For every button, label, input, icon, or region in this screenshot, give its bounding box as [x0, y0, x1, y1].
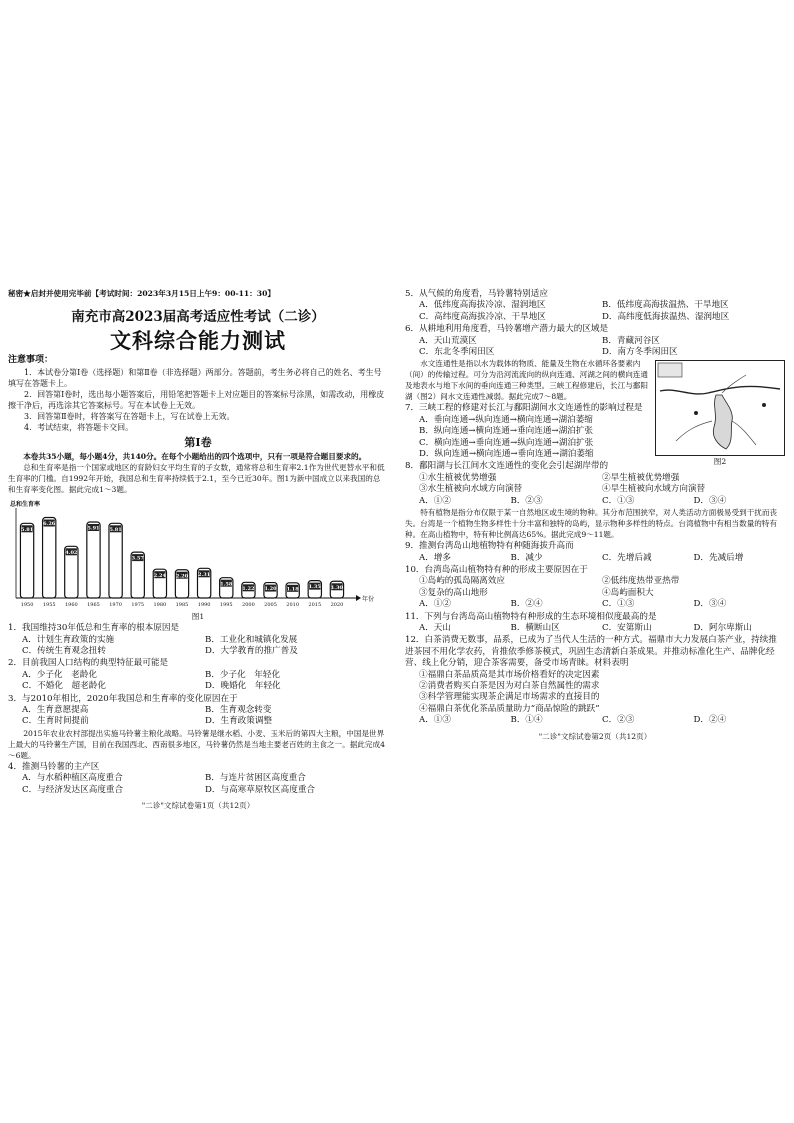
x-tick-label: 2000	[242, 601, 255, 608]
bar-value-label: 1.58	[220, 581, 233, 588]
exam-subject-title: 文科综合能力测试	[110, 328, 286, 354]
fertility-chart	[8, 498, 375, 610]
bar-value-label: 4.02	[65, 549, 78, 556]
option: A．与水稻种植区高度重合	[22, 773, 123, 784]
notice-item: 2．回答第Ⅰ卷时，选出每小题答案后，用铅笔把答题卡上对应题目的答案标号涂黑，如需改动，用橡皮擦干净后，再选涂其它答案标号。写在本试卷上无效。	[8, 389, 385, 410]
question-12: 12．白茶消费无数事，品系，已成为了当代人生活的一种方式。福鼎市大力发展白茶产业，持续推进茶园不用化学农药，肯推依季修茶模式，巩固生态清新白茶成果。并推动标准化生产、品牌化经营、线上化分销，迎合茶客需要，备受市场青睐。材料表明	[405, 635, 777, 669]
statement: ③科学管理能实现茶企满足市场需求的直接目的	[419, 692, 600, 703]
option: B．生育观念转变	[205, 705, 272, 716]
option: A．少子化 老龄化	[22, 669, 97, 680]
statement: ②旱生植被优势增强	[602, 472, 680, 483]
bar-value-label: 1.18	[286, 586, 299, 593]
question-8: 8．鄱阳湖与长江间水文连通性的变化会引起湖岸带的	[405, 461, 609, 472]
question-10-options	[405, 599, 785, 610]
notice-item: 1．本试卷分第Ⅰ卷（选择题）和第Ⅱ卷（非选择题）两部分。答题前，考生务必将自己的姓名、考生号填写在答题卡上。	[8, 367, 382, 388]
option: A．生育意愿提高	[22, 705, 89, 716]
option: D．③④	[693, 495, 727, 506]
option: B．少子化 年轻化	[205, 669, 281, 680]
option: A．天山荒漠区	[419, 335, 477, 346]
option: C．②③	[602, 715, 635, 726]
option: B．与连片贫困区高度重合	[205, 773, 306, 784]
option: A．增多	[419, 552, 451, 563]
option: B．②③	[510, 495, 543, 506]
bar-value-label: 5.81	[109, 526, 122, 533]
poyang-lake-map	[655, 360, 785, 467]
option: B．②④	[510, 599, 543, 610]
question-11-options	[405, 623, 785, 634]
y-axis-label: 总和生育率	[10, 500, 41, 508]
option: B．纵向连通→横向连通→垂向连通→湖泊扩张	[419, 426, 594, 437]
option: B．青藏河谷区	[602, 335, 660, 346]
statement: ①福鼎白茶品质高是其市场价格看好的决定因素	[419, 669, 600, 680]
option: C．生育时间提前	[22, 716, 89, 727]
bar-value-label: 1.22	[242, 585, 255, 592]
figure-1-caption: 图1	[191, 611, 205, 621]
figure-2-caption: 图2	[713, 457, 727, 467]
option: C．与经济发达区高度重合	[22, 784, 124, 795]
statement: ④旱生植被向水域方向演替	[602, 484, 706, 495]
option: C．传统生育观念扭转	[22, 646, 106, 657]
question-6: 6．从耕地利用角度看，马铃薯增产潜力最大的区域是	[405, 324, 609, 335]
statement: ③复杂的高山地形	[419, 587, 488, 598]
x-tick-label: 1960	[64, 601, 78, 608]
option: C．不婚化 超老龄化	[22, 681, 106, 692]
option: A．①③	[419, 715, 451, 726]
page-footer: "二诊"文综试卷第2页（共12页）	[538, 731, 652, 741]
bar-value-label: 1.30	[330, 584, 344, 591]
x-tick-label: 1985	[175, 601, 189, 608]
option: D．高纬度低海拔温热、湿润地区	[602, 311, 730, 322]
notice-item: 4．考试结束，将答题卡交回。	[24, 422, 134, 432]
x-tick-label: 2015	[308, 601, 322, 608]
x-tick-label: 1950	[20, 601, 34, 608]
question-5: 5．从气候的角度看，马铃薯特别适应	[405, 289, 548, 299]
option: A．计划生育政策的实施	[22, 634, 115, 645]
option: A．①②	[419, 599, 451, 610]
secret-line: 秘密★启封并使用完毕前【考试时间：2023年3月15日上午9：00-11：30】	[8, 289, 275, 298]
option: B．减少	[510, 552, 543, 563]
question-12-options	[405, 715, 785, 726]
passage-potato: 2015年农业农村部提出实施马铃薯主粮化战略。马铃薯是继水稻、小麦、玉米后的第四大主粮，中国是世界上最大的马铃薯生产国，目前在我国西北、西南很多地区，马铃薯仍然是当地主要老百姓的主食之一。据此完成4～6题。	[8, 728, 385, 760]
passage-endemic-plants: 特有植物是指分布仅限于某一自然地区或生境的物种。其分布范围狭窄，对人类活动方面极易受到干扰而丧失。台湾是一个植物生物多样性十分丰富和独特的岛屿，显示物种多样性的特点。台湾植物中有相当数量的特有种。在高山植物中，特有种比例高达65%。据此完成9～11题。	[405, 508, 778, 540]
option: A．天山	[419, 622, 451, 633]
question-4: 4．推测马铃薯的主产区	[8, 761, 100, 772]
x-axis-arrow	[356, 595, 361, 601]
x-tick-label: 1970	[109, 601, 122, 608]
x-tick-label: 2010	[286, 601, 300, 608]
passage-fertility: 总和生育率是指一个国家或地区的育龄妇女平均生育的子女数，通常将总和生育率2.1作为世代更替水平和低生育率的门槛。自1992年开始，我国总和生育率持续低于2.1，至今已近30年。图1为新中国成立以来我国的总和生育率变化图。据此完成1～3题。	[8, 462, 385, 494]
question-6-options	[405, 336, 785, 359]
x-axis-label: 年份	[362, 595, 375, 603]
statement: ④岛屿面积大	[602, 587, 654, 598]
x-tick-label: 1990	[197, 601, 211, 608]
statement: ②低纬度热带亚热带	[602, 576, 680, 587]
exam-title: 南充市高2023届高考适应性考试（二诊）	[71, 309, 325, 326]
option: C．①③	[602, 495, 635, 506]
option: A．垂向连通→纵向连通→横向连通→湖泊萎缩	[419, 414, 593, 425]
exam-page-left	[8, 288, 388, 853]
question-8-items	[405, 473, 785, 496]
option: A．低纬度高海拔冷凉、湿润地区	[419, 300, 546, 311]
option: B．工业化和城镇化发展	[205, 634, 298, 645]
option: A．①②	[419, 495, 451, 506]
option: D．生育政策调整	[205, 716, 273, 727]
x-tick-label: 2020	[330, 601, 344, 608]
exam-page-right	[405, 288, 785, 853]
statement: ③水生植被向水域方向演替	[419, 484, 523, 495]
option: B．横断山区	[510, 622, 560, 633]
x-tick-label: 1975	[131, 601, 145, 608]
option: D．阿尔卑斯山	[693, 622, 752, 633]
section-title: 第Ⅰ卷	[184, 435, 212, 449]
question-1-options	[8, 635, 388, 658]
x-tick-label: 1995	[219, 601, 233, 608]
option: B．①④	[510, 715, 543, 726]
bar-value-label: 2.31	[198, 571, 211, 578]
question-9: 9．推测台湾岛山地植物特有种随海拔升高而	[405, 541, 574, 552]
statement: ④福鼎白茶优化茶品质量助力“商品惊险的跳跃”	[419, 703, 600, 714]
option: D．南方冬季闲田区	[602, 347, 678, 358]
bar-value-label: 5.91	[87, 525, 100, 532]
statement: ②消费者购买白茶是因为对白茶自然属性的需求	[419, 680, 600, 691]
bar	[43, 517, 56, 597]
option: D．③④	[693, 599, 727, 610]
question-7: 7．三峡工程的修建对长江与鄱阳湖间水文连通性的影响过程是	[405, 403, 643, 414]
x-tick-label: 1980	[153, 601, 167, 608]
option: C．高纬度高海拔冷凉、干旱地区	[419, 311, 546, 322]
question-2: 2．目前我国人口结构的典型特征最可能是	[8, 658, 169, 669]
bar	[109, 523, 122, 598]
bar	[20, 523, 33, 598]
option: C．安第斯山	[602, 622, 652, 633]
bar-value-label: 3.57	[131, 555, 144, 562]
question-3-options	[8, 705, 388, 728]
notice-list	[8, 367, 388, 433]
page-footer: "二诊"文综试卷第1页（共12页）	[141, 801, 255, 811]
question-12-items	[405, 670, 785, 716]
option: D．与高寒草原牧区高度重合	[205, 784, 316, 795]
option: C．横向连通→垂向连通→纵向连通→湖泊扩张	[419, 437, 594, 448]
option: D．晚婚化 年轻化	[205, 681, 281, 692]
bar-value-label: 6.26	[43, 520, 56, 527]
option: D．大学教育的推广普及	[205, 646, 298, 657]
notice-heading: 注意事项：	[8, 355, 54, 366]
option: C．先增后减	[602, 552, 652, 563]
question-1: 1．我国维持30年低总和生育率的根本原因是	[8, 623, 180, 634]
option: C．东北冬季闲田区	[419, 347, 495, 358]
bar-value-label: 2.20	[175, 573, 189, 580]
question-5-options	[405, 300, 785, 323]
x-tick-label: 2005	[264, 601, 277, 608]
bar-value-label: 2.24	[153, 572, 166, 579]
question-10: 10．台湾岛高山植物特有种的形成主要原因在于	[405, 564, 588, 575]
question-11: 11．下列与台湾岛高山植物特有种形成的生态环境相似度最高的是	[405, 611, 657, 622]
option: B．低纬度高海拔温热、干旱地区	[602, 300, 729, 311]
notice-item: 3．回答第Ⅱ卷时，将答案写在答题卡上，写在试卷上无效。	[24, 411, 235, 421]
bar	[87, 522, 100, 598]
x-tick-label: 1955	[42, 601, 56, 608]
section-intro: 本卷共35小题，每小题4分，共140分。在每个小题给出的四个选项中，只有一项是符合题目要求的。	[23, 451, 367, 461]
option: D．先减后增	[693, 552, 744, 563]
question-10-items	[405, 576, 785, 599]
x-tick-label: 1965	[87, 601, 100, 608]
passage-hydrology: 水文连通性是指以水为载体的物质、能量及生物在水循环各要素内（间）的传输过程。可分为沿河流流向的纵向连通、河湖之间的横向连通及地表水与地下水间的垂向连通三种类型。三峡工程修建后，长江与鄱阳湖（图2）间水文连通性减弱。据此完成7～8题。	[405, 359, 648, 402]
map-svg	[656, 361, 784, 455]
option: C．①③	[602, 599, 635, 610]
bar-value-label: 5.81	[20, 526, 34, 533]
question-8-options	[405, 496, 785, 507]
option: D．纵向连通→横向连通→垂向连通→湖泊萎缩	[419, 449, 594, 460]
bar-value-label: 1.20	[264, 585, 277, 592]
fertility-chart-svg	[8, 498, 375, 610]
statement: ①岛屿的孤岛隔离效应	[419, 576, 505, 587]
statement: ①水生植被优势增强	[419, 472, 497, 483]
question-2-options	[8, 670, 388, 693]
option: D．②④	[693, 715, 727, 726]
question-9-options	[405, 553, 785, 564]
question-3: 3．与2010年相比，2020年我国总和生育率的变化原因在于	[8, 693, 238, 704]
question-4-options	[8, 773, 388, 796]
bar-value-label: 1.35	[308, 584, 321, 591]
